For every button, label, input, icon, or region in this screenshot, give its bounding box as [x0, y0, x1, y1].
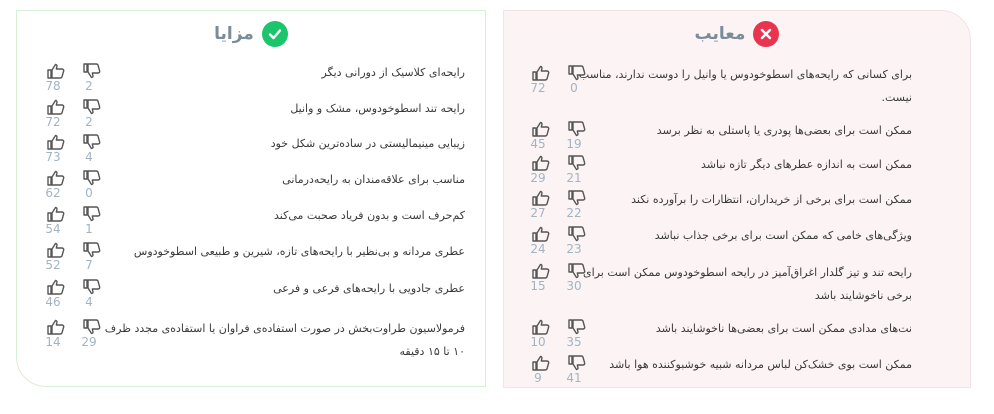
pros-item-text: کم‌حرف است و بدون فریاد صحبت می‌کند — [273, 209, 465, 222]
cons-item-text: برای کسانی که رایحه‌های اسطوخودوس یا وانیل را دوست ندارند، مناسب نیست. — [578, 68, 912, 104]
like-count: 72 — [45, 115, 61, 129]
dislike-count: 35 — [566, 335, 582, 349]
like-button[interactable] — [526, 153, 554, 189]
pros-item-text: مناسب برای علاقه‌مندان به رایحه‌درمانی — [282, 173, 465, 186]
dislike-count: 0 — [570, 81, 578, 95]
cons-title: معایب — [694, 24, 746, 44]
pros-item-text: عطری مردانه و بی‌نظیر با رایحه‌های تازه، شیرین و طبیعی اسطوخودوس — [133, 245, 465, 258]
like-button[interactable] — [41, 317, 69, 353]
pros-item-text: فرمولاسیون طراوت‌بخش در صورت استفاده‌ی فراوان یا استفاده‌ی مجدد ظرف ۱۰ تا ۱۵ دقیقه — [104, 322, 465, 358]
dislike-count: 23 — [566, 242, 582, 256]
like-count: 72 — [530, 81, 546, 95]
pros-header — [17, 21, 485, 47]
cons-item-text: ویژگی‌های خامی که ممکن است برای برخی جذاب نباشد — [654, 229, 912, 242]
cons-card — [503, 10, 971, 388]
like-count: 54 — [45, 222, 61, 236]
pros-card — [16, 10, 486, 387]
like-button[interactable] — [41, 168, 69, 204]
cons-item-text: رایحه تند و تیز گلدار اغراق‌آمیز در رایحه اسطوخودوس ممکن است برای برخی ناخوشایند باشد — [583, 266, 912, 302]
dislike-count: 0 — [85, 186, 93, 200]
like-button[interactable] — [526, 353, 554, 389]
cons-item-text: نت‌های مدادی ممکن است برای بعضی‌ها ناخوشایند باشد — [655, 322, 912, 335]
like-count: 27 — [530, 206, 546, 220]
pros-item-text: عطری جادویی با رایحه‌های فرعی و فرعی — [273, 282, 465, 295]
like-button[interactable] — [41, 240, 69, 276]
like-count: 46 — [45, 295, 61, 309]
check-circle-icon — [262, 21, 288, 47]
pros-item-text: رایحه‌ای کلاسیک از دورانی دیگر — [321, 66, 465, 79]
dislike-count: 1 — [85, 222, 93, 236]
dislike-count: 21 — [566, 171, 582, 185]
pros-item-text: رایحه تند اسطوخودوس، مشک و وانیل — [290, 102, 465, 115]
cons-header — [504, 21, 970, 47]
pros-title: مزایا — [214, 24, 254, 44]
dislike-count: 4 — [85, 150, 93, 164]
dislike-count: 22 — [566, 206, 582, 220]
like-button[interactable] — [526, 317, 554, 353]
like-count: 52 — [45, 258, 61, 272]
like-button[interactable] — [526, 188, 554, 224]
dislike-count: 2 — [85, 115, 93, 129]
dislike-count: 7 — [85, 258, 93, 272]
cons-item-text: ممکن است برای برخی از خریداران، انتظارات را برآورده نکند — [631, 193, 912, 206]
dislike-count: 4 — [85, 295, 93, 309]
like-button[interactable] — [41, 277, 69, 313]
dislike-count: 30 — [566, 279, 582, 293]
x-circle-icon — [753, 21, 779, 47]
like-count: 14 — [45, 335, 61, 349]
like-button[interactable] — [526, 224, 554, 260]
pros-item-text: زیبایی مینیمالیستی در ساده‌ترین شکل خود — [270, 137, 465, 150]
like-count: 62 — [45, 186, 61, 200]
dislike-count: 41 — [566, 371, 582, 385]
like-count: 29 — [530, 171, 546, 185]
like-button[interactable] — [41, 204, 69, 240]
cons-item-text: ممکن است بوی خشک‌کن لباس مردانه شبیه خوشبوکننده هوا باشد — [609, 358, 912, 371]
like-count: 9 — [534, 371, 542, 385]
like-count: 24 — [530, 242, 546, 256]
dislike-count: 29 — [81, 335, 97, 349]
like-count: 15 — [530, 279, 546, 293]
cons-item-text: ممکن است برای بعضی‌ها پودری یا پاستلی به نظر برسد — [656, 124, 912, 137]
dislike-count: 2 — [85, 79, 93, 93]
like-button[interactable] — [526, 261, 554, 297]
like-button[interactable] — [41, 61, 69, 97]
like-button[interactable] — [41, 97, 69, 133]
like-button[interactable] — [526, 63, 554, 99]
like-count: 78 — [45, 79, 61, 93]
like-button[interactable] — [526, 119, 554, 155]
dislike-count: 19 — [566, 137, 582, 151]
like-count: 73 — [45, 150, 61, 164]
like-count: 10 — [530, 335, 546, 349]
cons-item-text: ممکن است به اندازه عطرهای دیگر تازه نباشد — [701, 158, 912, 171]
like-count: 45 — [530, 137, 546, 151]
like-button[interactable] — [41, 132, 69, 168]
